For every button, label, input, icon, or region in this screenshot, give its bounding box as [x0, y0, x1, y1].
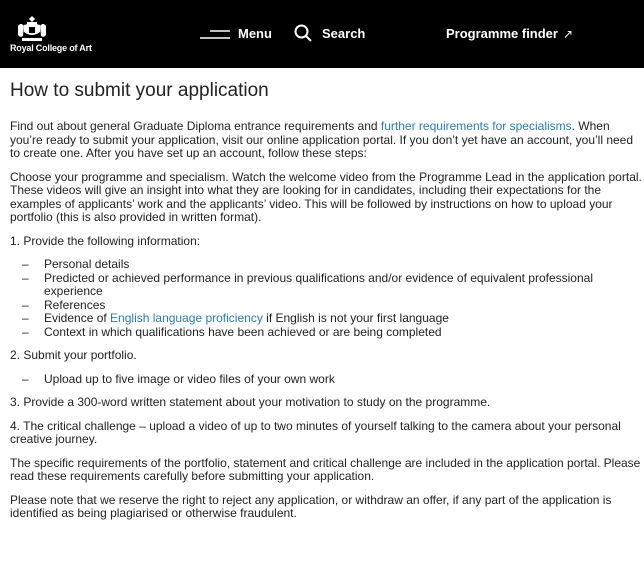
list-item-english	[22, 312, 642, 326]
list-item-performance: – Predicted or achieved performance in previous qualifications and/or evidence of equivalent professional experience	[22, 272, 642, 299]
list-item-references: – References	[22, 299, 642, 313]
search-icon	[294, 24, 312, 42]
logo-text: Royal College of Art	[10, 43, 92, 53]
step-4-paragraph: 4. The critical challenge – upload a video of up to two minutes of yourself talking to the camera about your personal creative journey.	[10, 418, 621, 446]
step-1-list	[10, 258, 642, 339]
main-content	[0, 68, 642, 521]
choose-programme-paragraph: Choose your programme and specialism. Watch the welcome video from the Programme Lead in the application portal. These videos will give an insight into what they are looking for in candidates, including their expectations for the examples of applicants’ work and the applicants’ video. This will be followed by instructions on how to upload your portfolio (this is also provided in written format).	[10, 169, 642, 224]
step-3-paragraph: 3. Provide a 300-word written statement about your motivation to study on the programme.	[10, 395, 491, 409]
reserve-right-paragraph: Please note that we reserve the right to reject any application, or withdraw an offer, if any part of the application is identified as being plagiarised or otherwise fraudulent.	[10, 492, 612, 520]
english-text-after: if English is not your first language	[262, 311, 449, 325]
intro-paragraph	[10, 120, 642, 161]
menu-label: Menu	[238, 26, 272, 41]
external-link-icon: ↗	[562, 26, 574, 41]
site-header	[0, 0, 644, 68]
search-button[interactable]	[294, 24, 365, 42]
step-2-list	[10, 373, 642, 387]
menu-icon	[200, 27, 230, 41]
list-item-context: – Context in which qualifications have been achieved or are being completed	[22, 326, 642, 340]
menu-button[interactable]	[200, 26, 272, 41]
step-2-heading: 2. Submit your portfolio.	[10, 348, 137, 362]
specialisms-requirements-link[interactable]: further requirements for specialisms	[380, 119, 572, 133]
intro-text-after: . When you’re ready to submit your application, visit our online application portal. If you don’t yet have an account, you’ll need to create one. After you have set up an account, follow these steps:	[10, 119, 634, 160]
step-1-heading: 1. Provide the following information:	[10, 233, 201, 248]
requirements-paragraph: The specific requirements of the portfolio, statement and critical challenge are included in the application portal. Please read these requirements carefully before submitting your application.	[10, 455, 641, 483]
english-proficiency-link[interactable]: English language proficiency	[110, 311, 263, 325]
programme-finder-link[interactable]	[446, 26, 573, 41]
crest-icon	[14, 14, 50, 42]
list-item-upload-portfolio: – Upload up to five image or video files of your own work	[22, 373, 642, 387]
programme-finder-label: Programme finder	[446, 26, 558, 41]
page-title: How to submit your application	[10, 80, 269, 101]
list-item-personal-details: – Personal details	[22, 258, 642, 272]
rca-logo[interactable]	[10, 14, 100, 56]
intro-text-before: Find out about general Graduate Diploma entrance requirements and	[10, 119, 381, 133]
search-label: Search	[322, 25, 366, 41]
english-text-before: Evidence of	[44, 311, 111, 325]
